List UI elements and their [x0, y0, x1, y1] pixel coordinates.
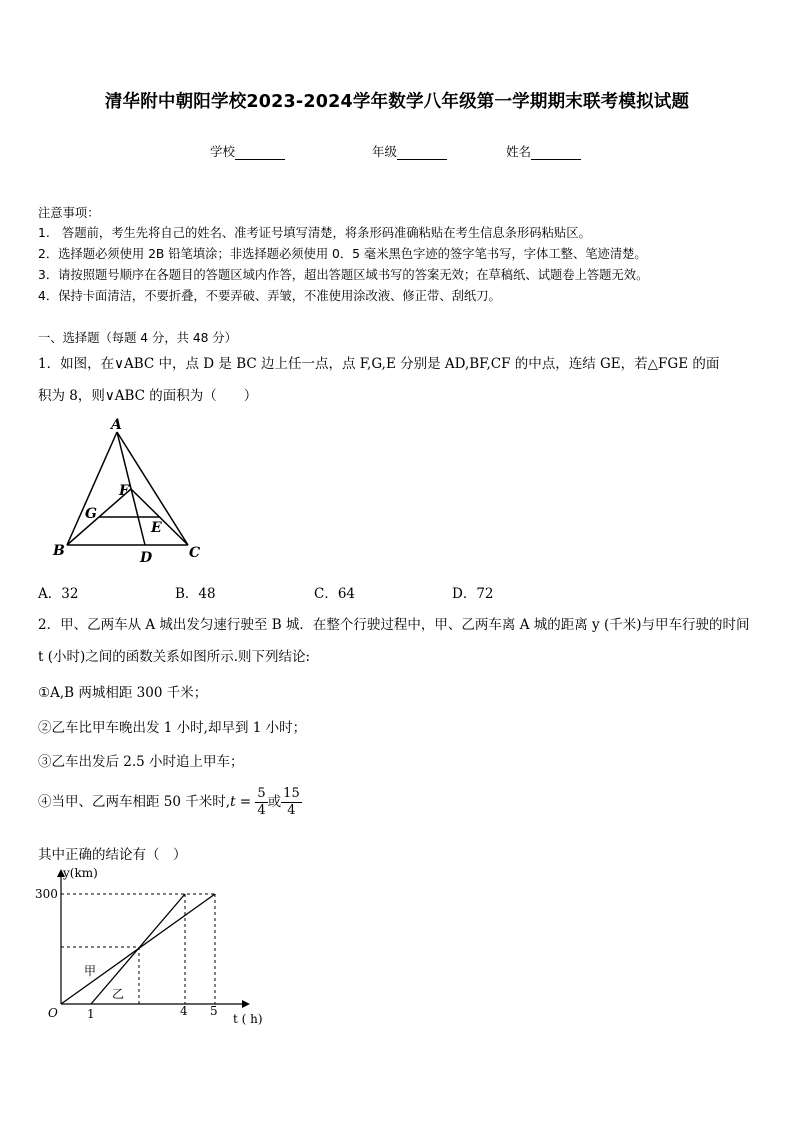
notice-item: 4．保持卡面清洁，不要折叠，不要弄破、弄皱，不准使用涂改液、修正带、刮纸刀。 — [38, 289, 501, 303]
q1-option-a[interactable]: A．32 — [38, 586, 79, 602]
school-label: 学校 — [210, 144, 236, 159]
tick-5: 5 — [210, 1004, 218, 1018]
grade-field — [372, 142, 447, 160]
q1-text-line1: 1．如图，在∨ABC 中，点 D 是 BC 边上任一点，点 F,G,E 分别是 AD,BF,CF 的中点，连结 GE，若△FGE 的面 — [38, 356, 720, 372]
q2-statement-3: ③乙车出发后 2.5 小时追上甲车； — [38, 754, 244, 770]
q2-text-line2: t (小时)之间的函数关系如图所示.则下列结论: — [38, 649, 311, 665]
notice-item: 3．请按照题号顺序在各题目的答题区域内作答，超出答题区域书写的答案无效；在草稿纸、试题卷上答题无效。 — [38, 268, 649, 282]
q2-statement-1: ①A,B 两城相距 300 千米； — [38, 685, 208, 701]
grade-blank[interactable] — [397, 146, 447, 160]
origin-label: O — [48, 1006, 58, 1020]
q1-option-d[interactable]: D．72 — [452, 586, 494, 602]
notice-item: 1. 答题前，考生先将自己的姓名、准考证号填写清楚，将条形码准确粘贴在考生信息条形码粘贴区。 — [38, 226, 591, 240]
t-equals: t = — [230, 794, 252, 810]
grade-label: 年级 — [372, 144, 398, 159]
distance-time-graph — [30, 865, 280, 1035]
tick-1: 1 — [87, 1007, 95, 1021]
name-field — [506, 142, 581, 160]
label-e: E — [151, 520, 162, 536]
x-axis-label: t ( h) — [233, 1012, 263, 1026]
triangle-figure — [45, 415, 215, 565]
y-axis-label: y(km) — [63, 866, 98, 880]
label-b: B — [53, 543, 65, 559]
label-f: F — [119, 483, 129, 499]
q2-question: 其中正确的结论有（ ） — [38, 847, 187, 863]
label-jia: 甲 — [84, 964, 97, 978]
school-blank[interactable] — [235, 146, 285, 160]
q1-text-line2: 积为 8，则∨ABC 的面积为（ ） — [38, 388, 258, 404]
name-blank[interactable] — [531, 146, 581, 160]
label-a: A — [111, 417, 122, 433]
q1-option-b[interactable]: B．48 — [175, 586, 216, 602]
label-yi: 乙 — [112, 987, 125, 1001]
school-field — [210, 142, 285, 160]
tick-300: 300 — [35, 887, 58, 901]
line-yi — [91, 894, 185, 1004]
label-d: D — [140, 550, 153, 565]
edge-ab — [67, 432, 117, 545]
q1-option-c[interactable]: C．64 — [314, 586, 356, 602]
statement-4-text: ④当甲、乙两车相距 50 千米时, — [38, 794, 231, 810]
q2-statement-4 — [38, 786, 302, 819]
q2-statement-2: ②乙车比甲车晚出发 1 小时,却早到 1 小时； — [38, 720, 307, 736]
tick-4: 4 — [180, 1004, 188, 1018]
section-heading: 一、选择题（每题 4 分，共 48 分） — [38, 331, 237, 345]
fraction-15-4: $\frac{15}{4}$ — [283, 786, 300, 818]
page-title: 清华附中朝阳学校2023-2024学年数学八年级第一学期期末联考模拟试题 — [104, 92, 690, 112]
or-text: 或 — [267, 794, 282, 810]
fraction-5-4: $\frac{5}{4}$ — [257, 786, 266, 818]
name-label: 姓名 — [506, 144, 532, 159]
label-c: C — [189, 545, 201, 561]
notice-heading: 注意事项： — [38, 206, 100, 220]
q2-text-line1: 2．甲、乙两车从 A 城出发匀速行驶至 B 城．在整个行驶过程中，甲、乙两车离 A 城的距离 y (千米)与甲车行驶的时间 — [38, 617, 750, 633]
label-g: G — [85, 506, 97, 522]
x-axis-arrow — [242, 1000, 250, 1008]
notice-item: 2．选择题必须使用 2B 铅笔填涂；非选择题必须使用 0．5 毫米黑色字迹的签字笔书写，字体工整、笔迹清楚。 — [38, 247, 647, 261]
